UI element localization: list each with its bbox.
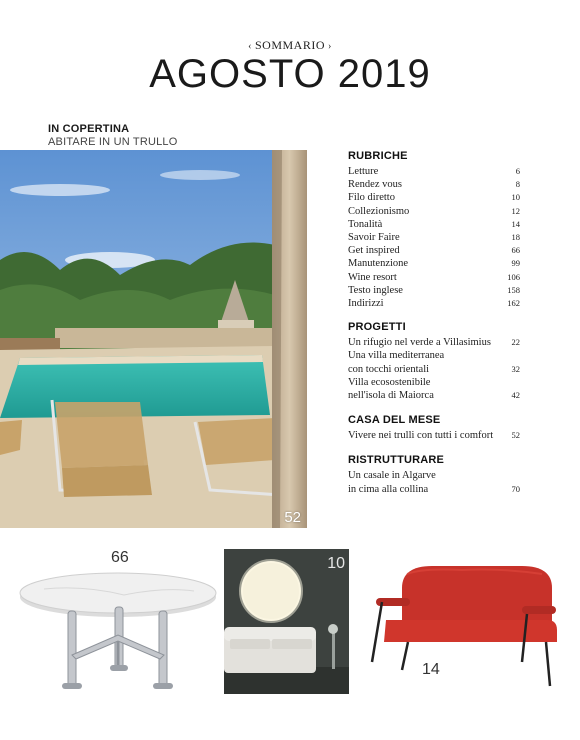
chevron-left-icon: ‹ [248,41,252,52]
marble-table-illustration [14,545,224,695]
toc-label: Vivere nei trulli con tutti i comfort [348,430,494,442]
toc-label: Filo diretto [348,192,395,204]
section-kicker [0,38,580,53]
chevron-right-icon: › [328,41,332,52]
toc-page: 32 [511,363,520,374]
toc-label: Letture [348,166,379,177]
toc-entry[interactable] [348,257,520,270]
toc-entry[interactable] [348,191,520,204]
kicker-label: SOMMARIO [254,38,325,52]
red-sofa-illustration [362,558,562,703]
product-lamp-page: 10 [327,555,345,572]
toc-entry[interactable] [348,165,520,178]
product-table-page: 66 [111,549,129,566]
toc-entry[interactable] [348,349,520,362]
toc-page: 70 [511,483,520,494]
ristrutturare-list [348,469,520,495]
product-lamp[interactable] [224,549,349,694]
toc-label: Villa ecosostenibile [348,376,431,388]
casa-del-mese-list [348,429,520,442]
section-title-rubriche: RUBRICHE [348,150,408,162]
toc-label: in cima alla collina [348,483,429,495]
toc-page: 12 [511,205,520,216]
toc-page: 10 [511,192,520,203]
toc-entry[interactable] [348,429,520,442]
product-sofa[interactable] [362,558,562,703]
toc-label: Indirizzi [348,298,384,310]
toc-entry[interactable] [348,389,520,402]
section-title-casa-del-mese: CASA DEL MESE [348,414,441,427]
toc-page: 42 [511,390,520,401]
toc-label: nell'isola di Maiorca [348,390,434,402]
toc-page: 162 [507,298,520,309]
toc-label: Rendez vous [348,179,402,191]
toc-page: 66 [511,245,520,256]
cover-subtitle: ABITARE IN UN TRULLO [48,136,178,148]
toc-entry[interactable] [348,244,520,257]
toc-label: Un casale in Algarve [348,470,436,482]
product-sofa-page: 14 [422,661,440,678]
toc-entry[interactable] [348,469,520,482]
toc-entry[interactable] [348,363,520,376]
cover-heading: IN COPERTINA [48,123,130,135]
toc-label: Testo inglese [348,284,403,296]
toc-label: Wine resort [348,271,397,283]
toc-page: 8 [515,179,520,190]
toc-entry[interactable] [348,205,520,218]
toc-label: con tocchi orientali [348,363,430,375]
toc-entry[interactable] [348,218,520,231]
product-table[interactable] [14,545,224,695]
toc-entry[interactable] [348,271,520,284]
section-title-progetti: PROGETTI [348,321,406,334]
toc-page: 22 [511,337,520,348]
page-title: AGOSTO 2019 [149,52,431,96]
toc-entry[interactable] [348,297,520,310]
toc-entry[interactable] [348,231,520,244]
toc-label: Tonalità [348,218,383,230]
toc-label: Get inspired [348,245,400,257]
toc-label: Manutenzione [348,258,409,270]
toc-page: 6 [515,166,520,176]
progetti-list [348,336,520,402]
toc-page: 52 [511,430,520,441]
trullo-pool-illustration [0,150,307,528]
toc-page: 99 [511,258,520,269]
toc-page: 158 [507,284,520,295]
toc-page: 18 [511,232,520,243]
section-title-ristrutturare: RISTRUTTURARE [348,454,445,467]
table-of-contents [348,150,520,496]
toc-page: 106 [507,271,520,282]
toc-page: 14 [511,218,520,229]
toc-entry[interactable] [348,376,520,389]
toc-entry[interactable] [348,336,520,349]
toc-label: Un rifugio nel verde a Villasimius [348,337,491,349]
toc-label: Savoir Faire [348,232,400,244]
toc-entry[interactable] [348,284,520,297]
toc-entry[interactable] [348,483,520,496]
toc-entry[interactable] [348,178,520,191]
cover-page-number: 52 [284,509,301,526]
cover-photo[interactable] [0,150,307,528]
toc-label: Collezionismo [348,205,410,217]
toc-label: Una villa mediterranea [348,350,445,362]
rubriche-list [348,165,520,310]
